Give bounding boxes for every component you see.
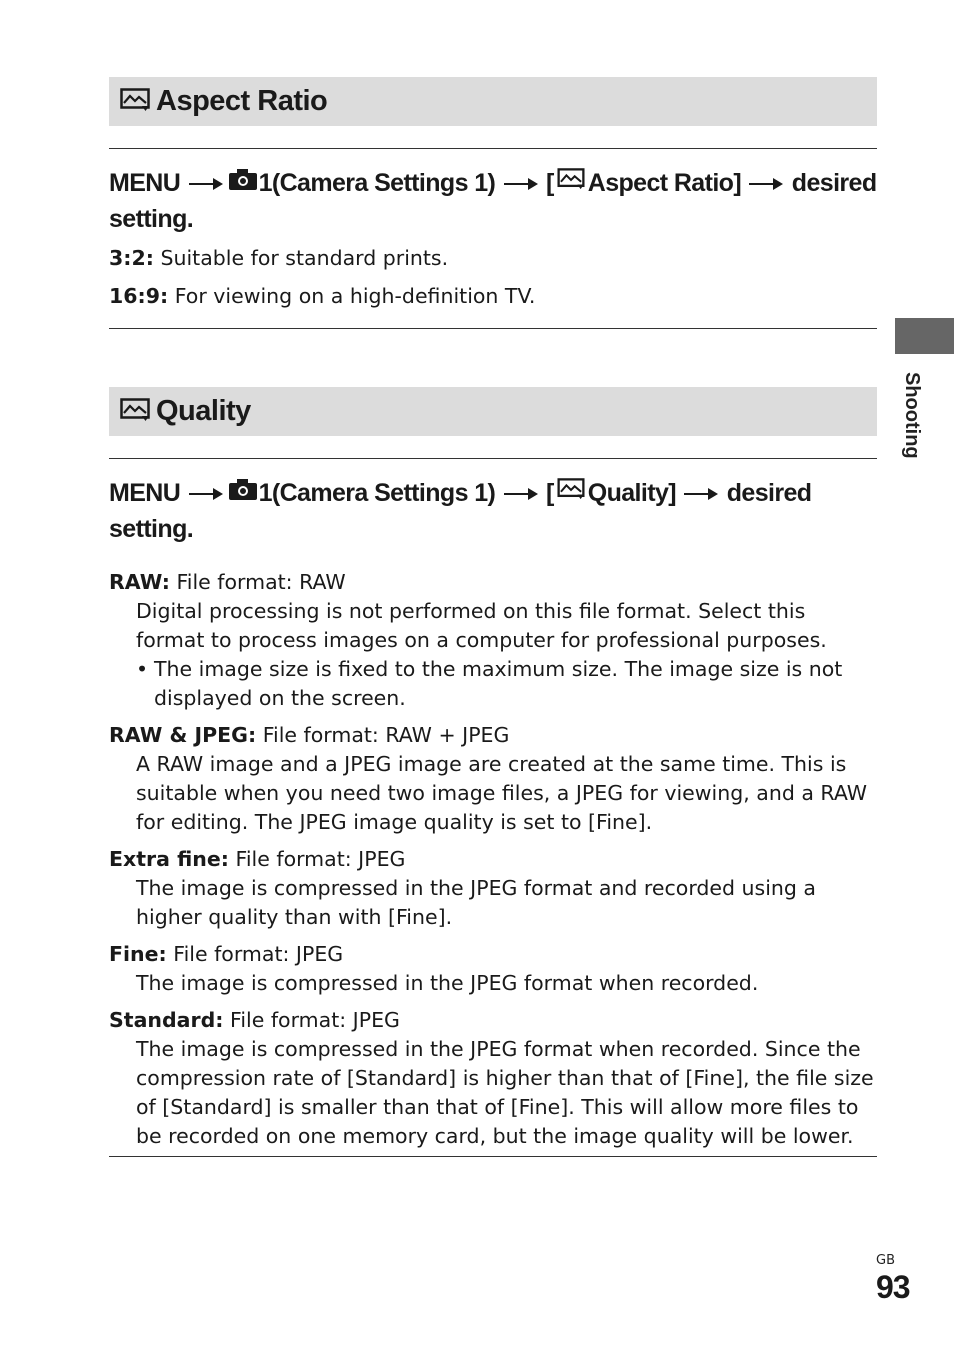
camera-icon (228, 475, 258, 510)
camera-settings-label: 1(Camera Settings 1) (258, 479, 496, 507)
menu-item-label: Aspect Ratio] (587, 169, 742, 197)
divider (109, 458, 877, 459)
section-header-quality (109, 387, 877, 436)
bullet-icon: • (136, 657, 149, 681)
menu-end-line2: setting. (109, 204, 194, 233)
option-item (109, 568, 879, 713)
option-text: Suitable for standard prints. (160, 246, 449, 270)
divider (109, 1156, 877, 1157)
chapter-tab-label: Shooting (901, 372, 923, 459)
right-arrow-icon (504, 166, 538, 201)
option-text: File format: RAW (176, 570, 346, 594)
option-description: The image is compressed in the JPEG format when recorded. (136, 971, 759, 995)
option-label: 3:2: (109, 246, 154, 270)
note-text: The image size is fixed to the maximum size. The image size is not displayed on the screen. (154, 657, 843, 710)
still-image-icon (557, 165, 585, 200)
menu-end-label: desired (791, 169, 877, 197)
right-arrow-icon (749, 166, 783, 201)
bracket-open: [ (546, 169, 554, 197)
option-description: A RAW image and a JPEG image are created at the same time. This is suitable when you need two image files, a JPEG for viewing, and a RAW for editing. The JPEG image quality is set to [Fine]. (136, 752, 868, 834)
option-text: File format: JPEG (235, 847, 406, 871)
option-label: Standard: (109, 1008, 224, 1032)
quality-options (109, 568, 879, 1159)
option-item (109, 1006, 879, 1151)
divider (109, 148, 877, 149)
page-language-code: GB (876, 1253, 895, 1268)
option-description: Digital processing is not performed on this file format. Select this format to process images on a computer for professional purposes. (136, 599, 827, 652)
right-arrow-icon (189, 476, 223, 511)
option-label: Extra fine: (109, 847, 229, 871)
chapter-tab-marker (895, 318, 954, 354)
bracket-open: [ (546, 479, 554, 507)
option-item (109, 940, 879, 998)
still-image-icon (557, 475, 585, 510)
option-label: RAW: (109, 570, 170, 594)
menu-label: MENU (109, 479, 181, 507)
still-image-icon (120, 398, 150, 426)
camera-settings-label: 1(Camera Settings 1) (258, 169, 496, 197)
option-item (109, 721, 879, 837)
menu-end-label: desired (726, 479, 812, 507)
menu-path-quality (109, 476, 879, 547)
option-text: File format: RAW + JPEG (262, 723, 510, 747)
still-image-icon (120, 88, 150, 116)
right-arrow-icon (504, 476, 538, 511)
option-description: The image is compressed in the JPEG format when recorded. Since the compression rate of [Standard] is higher than that of [Fine], the file size of [Standard] is smaller than that of [Fine]. This will allow more files to be recorded on one memory card, but the image quality will be lower. (136, 1037, 874, 1148)
right-arrow-icon (684, 476, 718, 511)
section-title: Aspect Ratio (156, 85, 328, 117)
option-item (109, 845, 879, 932)
page-number: 93 (876, 1269, 910, 1305)
option-label: RAW & JPEG: (109, 723, 257, 747)
option-label: 16:9: (109, 284, 169, 308)
right-arrow-icon (189, 166, 223, 201)
menu-end-line2: setting. (109, 514, 194, 543)
option-item (109, 282, 879, 311)
aspect-ratio-options (109, 244, 879, 319)
option-text: File format: JPEG (173, 942, 344, 966)
menu-label: MENU (109, 169, 181, 197)
option-label: Fine: (109, 942, 167, 966)
section-title: Quality (156, 395, 251, 427)
divider (109, 328, 877, 329)
option-text: For viewing on a high-definition TV. (174, 284, 536, 308)
option-description: The image is compressed in the JPEG format and recorded using a higher quality than with [Fine]. (136, 876, 816, 929)
menu-item-label: Quality] (587, 479, 677, 507)
option-item (109, 244, 879, 273)
option-text: File format: JPEG (230, 1008, 400, 1032)
section-header-aspect-ratio (109, 77, 877, 126)
option-note (136, 655, 879, 713)
menu-path-aspect-ratio (109, 166, 879, 237)
camera-icon (228, 165, 258, 200)
